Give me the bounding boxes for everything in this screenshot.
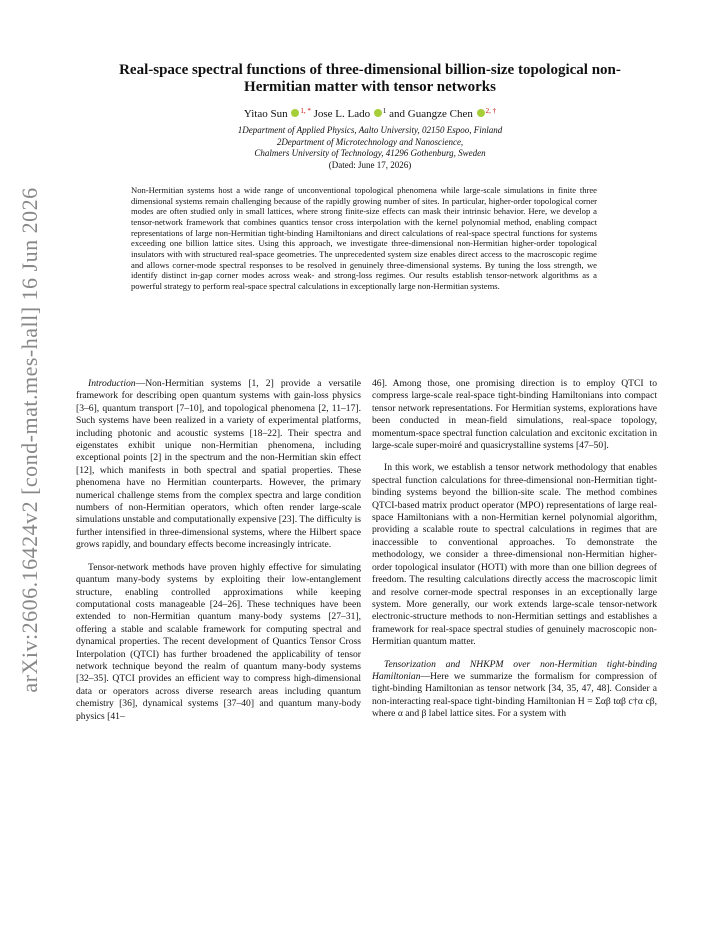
paragraph-text: —Non-Hermitian systems [1, 2] provide a versatile framework for describing open quantum systems with gain-loss physics [3–6], quantum transport [7–10], and topological phenomena [2, 11–17]. Such systems have been realized in a variety of experimental platforms, including photonic and acoustic systems [18–22]. Their spectra and eigenstates exhibit unique non-Hermitian phenomena, including exceptional points [2] in the spectrum and the non-Hermitian skin effect [12], which manifests in both spectral and spatial properties. These phenomena have no Hermitian counterparts. However, the primary numerical challenge stems from the complex spectra and large condition numbers of non-Hermitian operators, which often render large-scale simulations unstable and computationally expensive [23]. The difficulty is further intensified in three-dimensional systems, where the Hilbert space grows rapidly, and boundary effects become increasingly intricate. <box>76 378 362 551</box>
affiliation-line: 2Department of Microtechnology and Nanoscience, <box>276 136 464 147</box>
author-conjunction: and <box>389 108 406 120</box>
paragraph <box>372 462 657 648</box>
author-name: Yitao Sun <box>243 108 288 120</box>
affiliation-line: Chalmers University of Technology, 41296 Gothenburg, Sweden <box>254 148 486 158</box>
paragraph <box>76 378 361 552</box>
author-superscript: 1, * <box>300 107 311 115</box>
paragraph-text: 46]. Among those, one promising direction is to employ QTCI to compress large-scale real-space tight-binding Hamiltonians into compact tensor network representations. For Hermitian systems, explorations have been conducted in mean-field simulations, real-space topology, momentum-space spectral function calculation and excitonic excitation in large-scale super-moiré and quasicrystalline systems [47–50]. <box>372 378 657 452</box>
arxiv-sidebar <box>8 187 52 693</box>
paragraph <box>76 562 361 723</box>
author-superscript: 2, † <box>485 107 497 115</box>
author-name: Jose L. Lado <box>313 108 371 120</box>
paragraph <box>372 659 657 721</box>
left-column <box>76 378 361 733</box>
author-name: Guangze Chen <box>407 108 473 120</box>
paragraph-text: —Here we summarize the formalism for compression of tight-binding Hamiltonian as tensor network [34, 35, 47, 48]. Consider a non-interacting real-space tight-binding Hamiltonian H = Σαβ tαβ c†α cβ, where α and β label lattice sites. For a system with <box>372 670 657 720</box>
affiliation-line: 1Department of Applied Physics, Aalto University, 02150 Espoo, Finland <box>237 125 503 135</box>
arxiv-identifier: arXiv:2606.16424v2 [cond-mat.mes-hall] 16 Jun 2026 <box>17 187 42 693</box>
author-superscript: 1 <box>382 107 387 115</box>
section-lead: Tensorization and NHKPM over non-Hermitian tight-binding Hamiltonian <box>372 658 657 682</box>
paper-title: Real-space spectral functions of three-dimensional billion-size topological non-Hermitian matter with tensor networks <box>119 62 621 95</box>
section-lead: Introduction <box>88 378 136 389</box>
date-line: (Dated: June 17, 2026) <box>328 159 412 170</box>
orcid-icon[interactable] <box>477 109 485 117</box>
abstract: Non-Hermitian systems host a wide range of unconventional topological phenomena while large-scale simulations in finite three dimensional systems remain challenging because of the rapidly growing number of sites. In particular, higher-order topological corner modes are often studied only in small lattices, where strong finite-size effects can mask their intrinsic behavior. Here, we develop a tensor-network framework that combines quantics tensor cross interpolation with the kernel polynomial method, enabling compact representations of large non-Hermitian tight-binding Hamiltonians and direct calculations of real-space spectral functions for systems exceeding one billion lattice sites. Using this approach, we investigate three-dimensional non-Hermitian higher-order topological insulators with with structured real-space geometries. The unprecedented system size enables direct access to the macroscopic regime and allows corner-mode spectral responses to be resolved in genuinely three-dimensional systems. By tuning the loss strength, we identify distinct in-gap corner modes across weak- and strong-loss regimes. Our results establish tensor-network algorithms as a powerful strategy to perform real-space spectral calculations in exceptionally large non-Hermitian systems. <box>131 185 597 291</box>
paragraph-text: In this work, we establish a tensor network methodology that enables spectral function calculations for three-dimensional non-Hermitian tight-binding systems beyond the billion-site scale. The method combines QTCI-based matrix product operator (MPO) representations of large real-space Hamiltonians with a non-Hermitian kernel polynomial algorithm, providing a scalable route to spectral calculations in regimes that are inaccessible to conventional approaches. To demonstrate the methodology, we consider a three-dimensional non-Hermitian higher-order topological insulator (HOTI) with more than one billion degrees of freedom. The resulting calculations directly access the macroscopic limit and resolve corner-mode spectral responses in an exceptionally large system. More generally, our work extends large-scale tensor-network electronic-structure methods to non-Hermitian settings and establishes a framework for real-space spectral studies of genuinely macroscopic non-Hermitian quantum matter. <box>372 462 657 648</box>
affiliations <box>90 125 650 171</box>
author-list <box>90 107 650 120</box>
orcid-icon[interactable] <box>291 109 299 117</box>
right-column <box>372 378 657 731</box>
paragraph <box>372 378 657 452</box>
orcid-icon[interactable] <box>374 109 382 117</box>
paragraph-text: Tensor-network methods have proven highly effective for simulating quantum many-body systems by exploiting their low-entanglement structure, enabling controlled approximations while keeping computational costs manageable [24–26]. These techniques have been extended to non-Hermitian quantum many-body systems [27–31], offering a stable and scalable framework for computing spectral and dynamical properties. The recent development of Quantics Tensor Cross Interpolation (QTCI) has further broadened the applicability of tensor network technique beyond the realm of quantum many-body systems [32–35]. QTCI provides an efficient way to compress high-dimensional data or operators across diverse research areas including quantum chemistry [36], dynamical systems [37–40] and quantum many-body physics [41– <box>76 561 361 722</box>
